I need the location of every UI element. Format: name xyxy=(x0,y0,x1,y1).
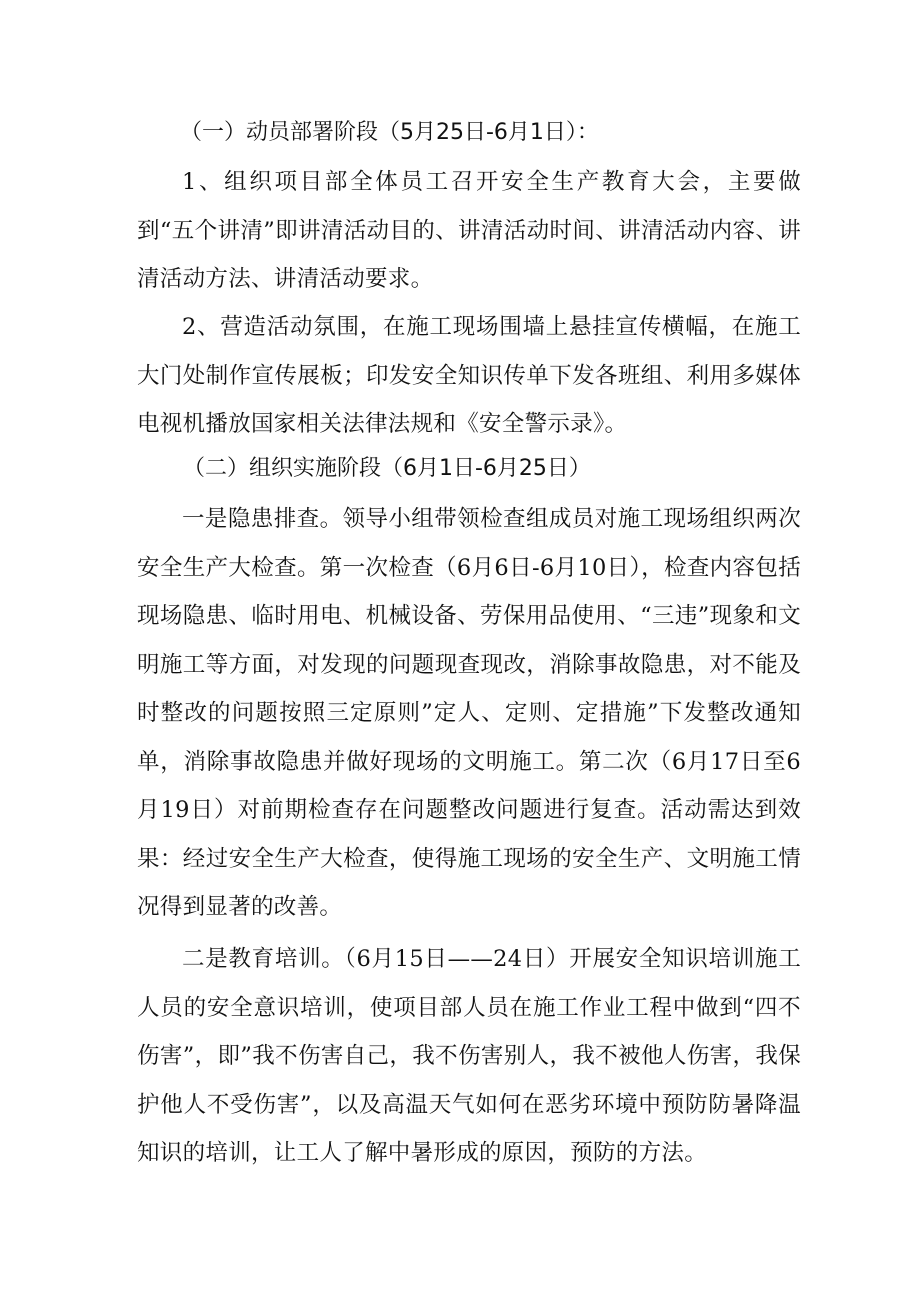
paragraph-hazard-inspection: 一是隐患排查。领导小组带领检查组成员对施工现场组织两次安全生产大检查。第一次检查（6月6日-6月10日），检查内容包括现场隐患、临时用电、机械设备、劳保用品使用、“三违”现象和文明施工等方面，对发现的问题现查现改，消除事故隐患，对不能及时整改的问题按照三定原则”定人、定则、定措施”下发整改通知单，消除事故隐患并做好现场的文明施工。第二次（6月17日至6月19日）对前期检查存在问题整改问题进行复查。活动需达到效果：经过安全生产大检查，使得施工现场的安全生产、文明施工情况得到显著的改善。 xyxy=(137,506,801,920)
paragraph-education-training: 二是教育培训。（6月15日——24日）开展安全知识培训施工人员的安全意识培训，使项目部人员在施工作业工程中做到“四不伤害”，即”我不伤害自己，我不伤害别人，我不被他人伤害，我保护他人不受伤害”，以及高温天气如何在恶劣环境中预防防暑降温知识的培训，让工人了解中暑形成的原因，预防的方法。 xyxy=(137,946,801,1166)
paragraph-education-meeting: 1、组织项目部全体员工召开安全生产教育大会，主要做到“五个讲清”即讲清活动目的、讲清活动时间、讲清活动内容、讲清活动方法、讲清活动要求。 xyxy=(137,169,801,292)
paragraph-atmosphere: 2、营造活动氛围，在施工现场围墙上悬挂宣传横幅，在施工大门处制作宣传展板；印发安全知识传单下发各班组、利用多媒体电视机播放国家相关法律法规和《安全警示录》。 xyxy=(137,314,801,437)
section-heading-mobilization: （一）动员部署阶段（5月25日-6月1日）： xyxy=(180,120,599,145)
section-heading-implementation: （二）组织实施阶段（6月1日-6月25日） xyxy=(183,456,591,481)
